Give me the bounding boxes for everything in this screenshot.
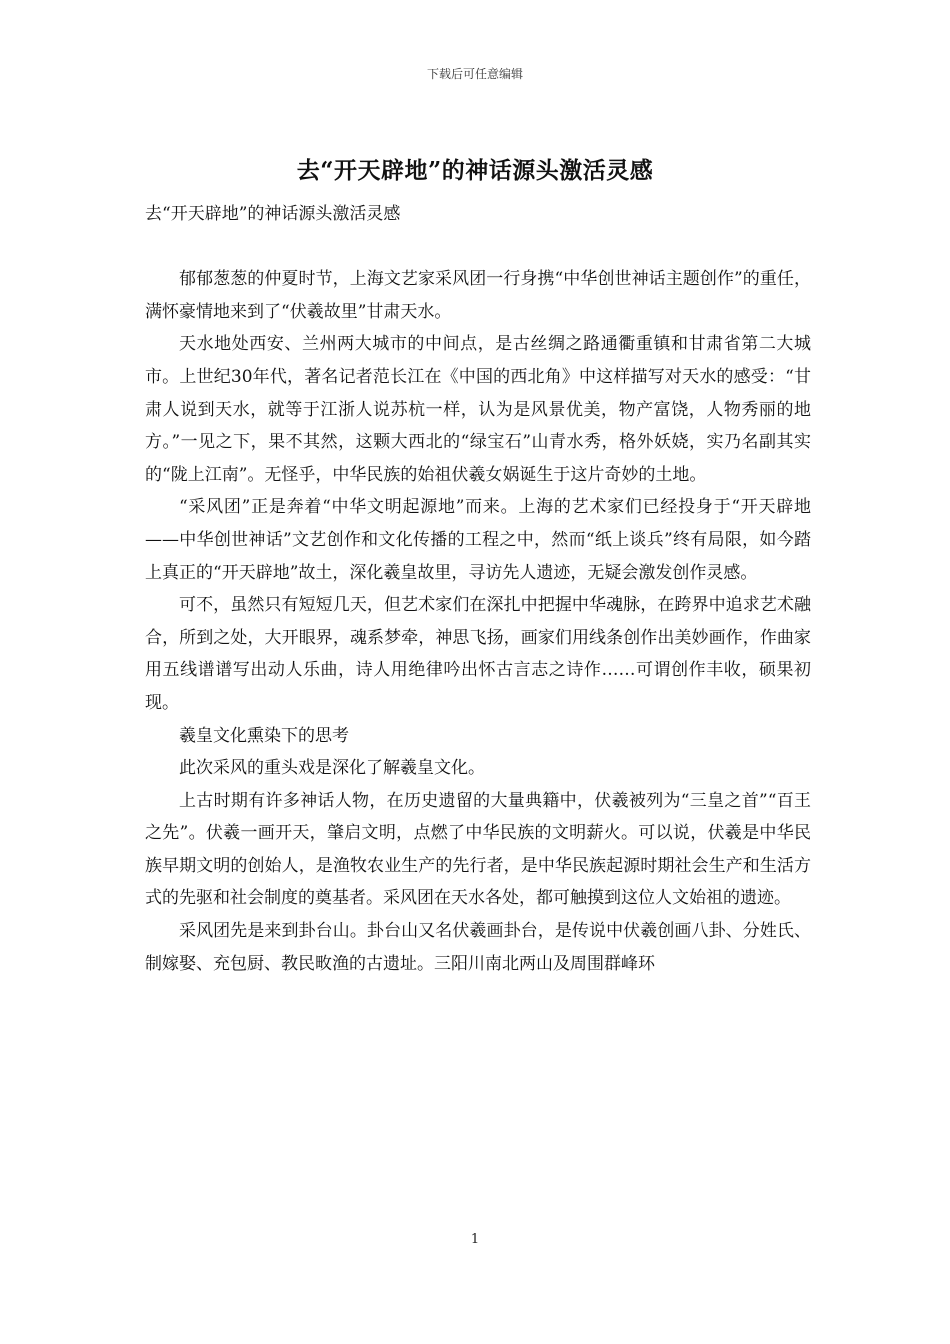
- document-subtitle: 去“开天辟地”的神话源头激活灵感: [145, 204, 401, 224]
- paragraph: 郁郁葱葱的仲夏时节，上海文艺家采风团一行身携“中华创世神话主题创作”的重任，满怀豪情地来到了“伏羲故里”甘肃天水。: [145, 269, 811, 322]
- paragraph: 采风团先是来到卦台山。卦台山又名伏羲画卦台，是传说中伏羲创画八卦、分姓氏、制嫁娶、充包厨、教民畋渔的古遗址。三阳川南北两山及周围群峰环: [145, 921, 811, 974]
- document-title: 去“开天辟地”的神话源头激活灵感: [296, 157, 654, 184]
- paragraph: 上古时期有许多神话人物，在历史遗留的大量典籍中，伏羲被列为“三皇之首”“百王之先”。伏羲一画开天，肇启文明，点燃了中华民族的文明薪火。可以说，伏羲是中华民族早期文明的创始人，是渔牧农业生产的先行者，是中华民族起源时期社会生产和生活方式的先驱和社会制度的奠基者。采风团在天水各处，都可触摸到这位人文始祖的遗迹。: [145, 790, 811, 909]
- section-heading: 羲皇文化熏染下的思考: [179, 725, 349, 746]
- document-body: [145, 198, 811, 980]
- paragraph: 天水地处西安、兰州两大城市的中间点，是古丝绸之路通衢重镇和甘肃省第二大城市。上世纪30年代，著名记者范长江在《中国的西北角》中这样描写对天水的感受：“甘肃人说到天水，就等于江浙人说苏杭一样，认为是风景优美，物产富饶，人物秀丽的地方。”一见之下，果不其然，这颗大西北的“绿宝石”山青水秀，格外妖娆，实乃名副其实的“陇上江南”。无怪乎，中华民族的始祖伏羲女娲诞生于这片奇妙的土地。: [145, 334, 811, 485]
- paragraph: “采风团”正是奔着“中华文明起源地”而来。上海的艺术家们已经投身于“开天辟地——中华创世神话”文艺创作和文化传播的工程之中，然而“纸上谈兵”终有局限，如今踏上真正的“开天辟地”故土，深化羲皇故里，寻访先人遗迹，无疑会激发创作灵感。: [145, 497, 811, 583]
- page-header-note: 下载后可任意编辑: [426, 67, 523, 81]
- paragraph: 此次采风的重头戏是深化了解羲皇文化。: [179, 758, 485, 779]
- page-number: 1: [470, 1232, 480, 1247]
- paragraph: 可不，虽然只有短短几天，但艺术家们在深扎中把握中华魂脉，在跨界中追求艺术融合，所到之处，大开眼界，魂系梦牵，神思飞扬，画家们用线条创作出美妙画作，作曲家用五线谱谱写出动人乐曲，诗人用绝律吟出怀古言志之诗作……可谓创作丰收，硕果初现。: [145, 595, 811, 713]
